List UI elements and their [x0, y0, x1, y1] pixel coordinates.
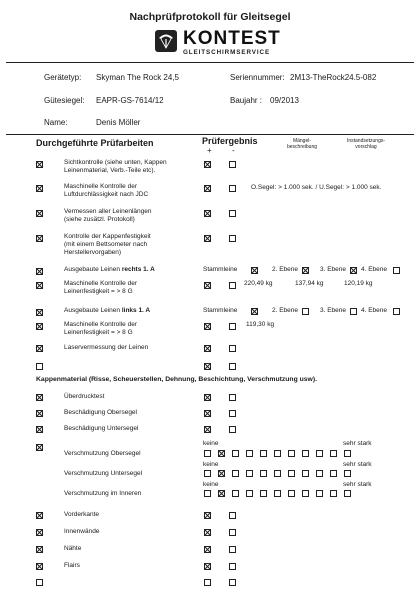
ebene3-label: 3. Ebene — [320, 266, 347, 273]
row-check-box[interactable] — [36, 529, 43, 536]
scale-step-check-box[interactable] — [232, 470, 239, 477]
row-check-box[interactable] — [36, 563, 43, 570]
scale-step-check-box[interactable] — [302, 450, 309, 457]
row-check-box[interactable] — [36, 546, 43, 553]
baujahr-label: Baujahr : — [230, 96, 263, 105]
checks-column-header: Durchgeführte Prüfarbeiten — [36, 138, 154, 148]
scale-step-check-box[interactable] — [316, 470, 323, 477]
scale-label: Verschmutzung Obersegel — [64, 450, 141, 457]
scale-step-check-box[interactable] — [330, 490, 337, 497]
stammleine-label: Stammleine — [203, 307, 238, 314]
scale-step-check-box[interactable] — [316, 450, 323, 457]
brand-name: KONTEST — [183, 28, 281, 49]
minus-check-box[interactable] — [229, 579, 236, 586]
scale-step-check-box[interactable] — [344, 490, 351, 497]
minus-check-box[interactable] — [229, 210, 236, 217]
scale-label: Verschmutzung Untersegel — [64, 470, 143, 477]
row-check-box[interactable] — [36, 235, 43, 242]
minus-check-box[interactable] — [229, 185, 236, 192]
ebene4-label: 4. Ebene — [361, 266, 388, 273]
minus-check-box[interactable] — [229, 161, 236, 168]
scale-step-check-box[interactable] — [302, 490, 309, 497]
stammleine-label: Stammleine — [203, 266, 238, 273]
plus-check-box[interactable] — [204, 546, 211, 553]
guetesiegel-label: Gütesiegel: — [44, 96, 85, 105]
scale-sehr-stark-label: sehr stark — [343, 461, 372, 468]
logo-mark-icon — [155, 30, 177, 52]
ebene4-left-check-box[interactable] — [393, 308, 400, 315]
plus-check-box[interactable] — [204, 363, 211, 370]
scale-step-check-box[interactable] — [246, 450, 253, 457]
plus-check-box[interactable] — [204, 410, 211, 417]
kappen-heading: Kappenmaterial (Risse, Scheuerstellen, Dehnung, Beschichtung, Verschmutzung usw). — [36, 376, 317, 383]
minus-check-box[interactable] — [229, 546, 236, 553]
row-check-box[interactable] — [36, 579, 43, 586]
minus-check-box[interactable] — [229, 512, 236, 519]
scale-step-check-box[interactable] — [204, 490, 211, 497]
scale-step-check-box[interactable] — [246, 490, 253, 497]
minus-check-box[interactable] — [229, 345, 236, 352]
name-value: Denis Möller — [96, 118, 141, 127]
row-check-box[interactable] — [36, 363, 43, 370]
plus-check-box[interactable] — [204, 235, 211, 242]
plus-check-box[interactable] — [204, 394, 211, 401]
check-label: Laservermessung der Leinen — [64, 344, 149, 351]
lines-right-prefix: Ausgebaute Leinen — [64, 266, 122, 273]
kontest-logo — [155, 30, 295, 60]
baujahr-value: 09/2013 — [270, 96, 299, 105]
plus-check-box[interactable] — [204, 426, 211, 433]
strength-value: 119,30 kg — [246, 321, 275, 328]
divider — [6, 62, 414, 63]
ebene2-label: 2. Ebene — [272, 266, 299, 273]
minus-check-box[interactable] — [229, 323, 236, 330]
ebene4-label: 4. Ebene — [361, 307, 388, 314]
row-check-box[interactable] — [36, 268, 43, 275]
ebene3-right-check-box[interactable] — [350, 267, 357, 274]
plus-check-box[interactable] — [204, 529, 211, 536]
minus-check-box[interactable] — [229, 363, 236, 370]
check-label: Vorderkante — [64, 511, 100, 518]
check-label: Beschädigung Obersegel — [64, 409, 137, 416]
scale-keine-label: keine — [203, 461, 219, 468]
row-check-box[interactable] — [36, 309, 43, 316]
check-label: Innenwände — [64, 528, 100, 535]
check-label: Maschinelle Kontrolle der Luftdurchlässigkeit nach JDC — [64, 183, 149, 198]
check-label: Vermessen aller Leinenlängen (siehe zusätzl. Protokoll) — [64, 208, 152, 223]
plus-check-box[interactable] — [204, 512, 211, 519]
scale-keine-label: keine — [203, 440, 219, 447]
scale-step-check-box[interactable] — [288, 450, 295, 457]
check-label: Kontrolle der Kappenfestigkeit (mit einem Bettsometer nach Herstellervorgaben) — [64, 233, 151, 256]
row-check-box[interactable] — [36, 410, 43, 417]
scale-step-check-box[interactable] — [344, 450, 351, 457]
scale-step-check-box[interactable] — [204, 470, 211, 477]
divider — [6, 134, 414, 135]
ebene2-right-check-box[interactable] — [302, 267, 309, 274]
guetesiegel-value: EAPR-GS-7614/12 — [96, 96, 164, 105]
row-check-box[interactable] — [36, 210, 43, 217]
stammleine-left-check-box[interactable] — [251, 308, 258, 315]
minus-check-box[interactable] — [229, 529, 236, 536]
row-check-box[interactable] — [36, 444, 43, 451]
scale-step-check-box[interactable] — [288, 490, 295, 497]
seriennummer-label: Seriennummer: — [230, 73, 285, 82]
ebene2-label: 2. Ebene — [272, 307, 299, 314]
strength-value: 120,19 kg — [344, 280, 373, 287]
row-check-box[interactable] — [36, 161, 43, 168]
minus-check-box[interactable] — [229, 282, 236, 289]
scale-step-check-box[interactable] — [246, 470, 253, 477]
row-check-box[interactable] — [36, 394, 43, 401]
name-label: Name: — [44, 118, 68, 127]
scale-step-check-box[interactable] — [260, 490, 267, 497]
scale-step-check-box[interactable] — [330, 470, 337, 477]
row-check-box[interactable] — [36, 185, 43, 192]
minus-header: - — [232, 146, 235, 155]
minus-check-box[interactable] — [229, 410, 236, 417]
scale-step-check-box[interactable] — [316, 490, 323, 497]
check-label: Maschinelle Kontrolle der Leinenfestigkeit = > 8 G — [64, 280, 137, 295]
plus-check-box[interactable] — [204, 185, 211, 192]
check-label: Flairs — [64, 562, 80, 569]
scale-sehr-stark-label: sehr stark — [343, 440, 372, 447]
scale-label: Verschmutzung im Inneren — [64, 490, 142, 497]
scale-step-check-box[interactable] — [288, 470, 295, 477]
scale-step-check-box[interactable] — [232, 490, 239, 497]
scale-step-check-box[interactable] — [274, 470, 281, 477]
row-check-box[interactable] — [36, 426, 43, 433]
stammleine-right-check-box[interactable] — [251, 267, 258, 274]
lines-left-prefix: Ausgebaute Leinen — [64, 307, 122, 314]
ebene2-left-check-box[interactable] — [302, 308, 309, 315]
check-label: Beschädigung Untersegel — [64, 425, 139, 432]
plus-check-box[interactable] — [204, 210, 211, 217]
scale-step-check-box[interactable] — [330, 450, 337, 457]
row-check-box[interactable] — [36, 345, 43, 352]
plus-check-box[interactable] — [204, 345, 211, 352]
lines-left-label — [64, 307, 150, 315]
scale-keine-label: keine — [203, 481, 219, 488]
permeability-note: O.Segel: > 1.000 sek. / U.Segel: > 1.000 sek. — [251, 184, 382, 191]
plus-header: + — [207, 146, 212, 155]
lines-right-label — [64, 266, 155, 274]
page-title: Nachprüfprotokoll für Gleitsegel — [129, 11, 291, 23]
result-column-header: Prüfergebnis — [202, 136, 258, 146]
ebene3-left-check-box[interactable] — [350, 308, 357, 315]
geraetetyp-value: Skyman The Rock 24,5 — [96, 73, 180, 82]
scale-step-check-box[interactable] — [302, 470, 309, 477]
lines-right-suffix: rechts 1. A — [121, 266, 155, 273]
plus-check-box[interactable] — [204, 323, 211, 330]
scale-step-check-box[interactable] — [260, 450, 267, 457]
minus-check-box[interactable] — [229, 426, 236, 433]
minus-check-box[interactable] — [229, 563, 236, 570]
scale-step-check-box[interactable] — [274, 490, 281, 497]
scale-step-check-box[interactable] — [344, 470, 351, 477]
scale-step-check-box[interactable] — [260, 470, 267, 477]
plus-check-box[interactable] — [204, 282, 211, 289]
plus-check-box[interactable] — [204, 579, 211, 586]
minus-check-box[interactable] — [229, 235, 236, 242]
ebene4-right-check-box[interactable] — [393, 267, 400, 274]
geraetetyp-label: Gerätetyp: — [44, 73, 82, 82]
check-label: Maschinelle Kontrolle der Leinenfestigkeit = > 8 G — [64, 321, 137, 336]
scale-step-check-box[interactable] — [274, 450, 281, 457]
scale-step-check-box[interactable] — [218, 470, 225, 477]
seriennummer-value: 2M13-TheRock24.5-082 — [290, 73, 377, 82]
minus-check-box[interactable] — [229, 394, 236, 401]
lines-left-suffix: links 1. A — [121, 307, 151, 314]
brand-subtitle: GLEITSCHIRMSERVICE — [183, 49, 271, 56]
row-check-box[interactable] — [36, 512, 43, 519]
scale-step-check-box[interactable] — [218, 490, 225, 497]
check-label: Überdrucktest — [64, 393, 105, 400]
check-label: Sichtkontrolle (siehe unten, Kappen Leinenmaterial, Verb.-Teile etc). — [64, 159, 167, 174]
row-check-box[interactable] — [36, 282, 43, 289]
scale-sehr-stark-label: sehr stark — [343, 481, 372, 488]
plus-check-box[interactable] — [204, 161, 211, 168]
strength-value: 137,94 kg — [295, 280, 324, 287]
check-label: Nähte — [64, 545, 82, 552]
scale-step-check-box[interactable] — [232, 450, 239, 457]
plus-check-box[interactable] — [204, 563, 211, 570]
scale-step-check-box[interactable] — [204, 450, 211, 457]
ebene3-label: 3. Ebene — [320, 307, 347, 314]
scale-step-check-box[interactable] — [218, 450, 225, 457]
strength-value: 220,49 kg — [244, 280, 273, 287]
row-check-box[interactable] — [36, 323, 43, 330]
instand-header: Instandsetzungs- vorschlag — [346, 138, 386, 150]
maengel-header: Mängel- beschreibung — [286, 138, 318, 150]
